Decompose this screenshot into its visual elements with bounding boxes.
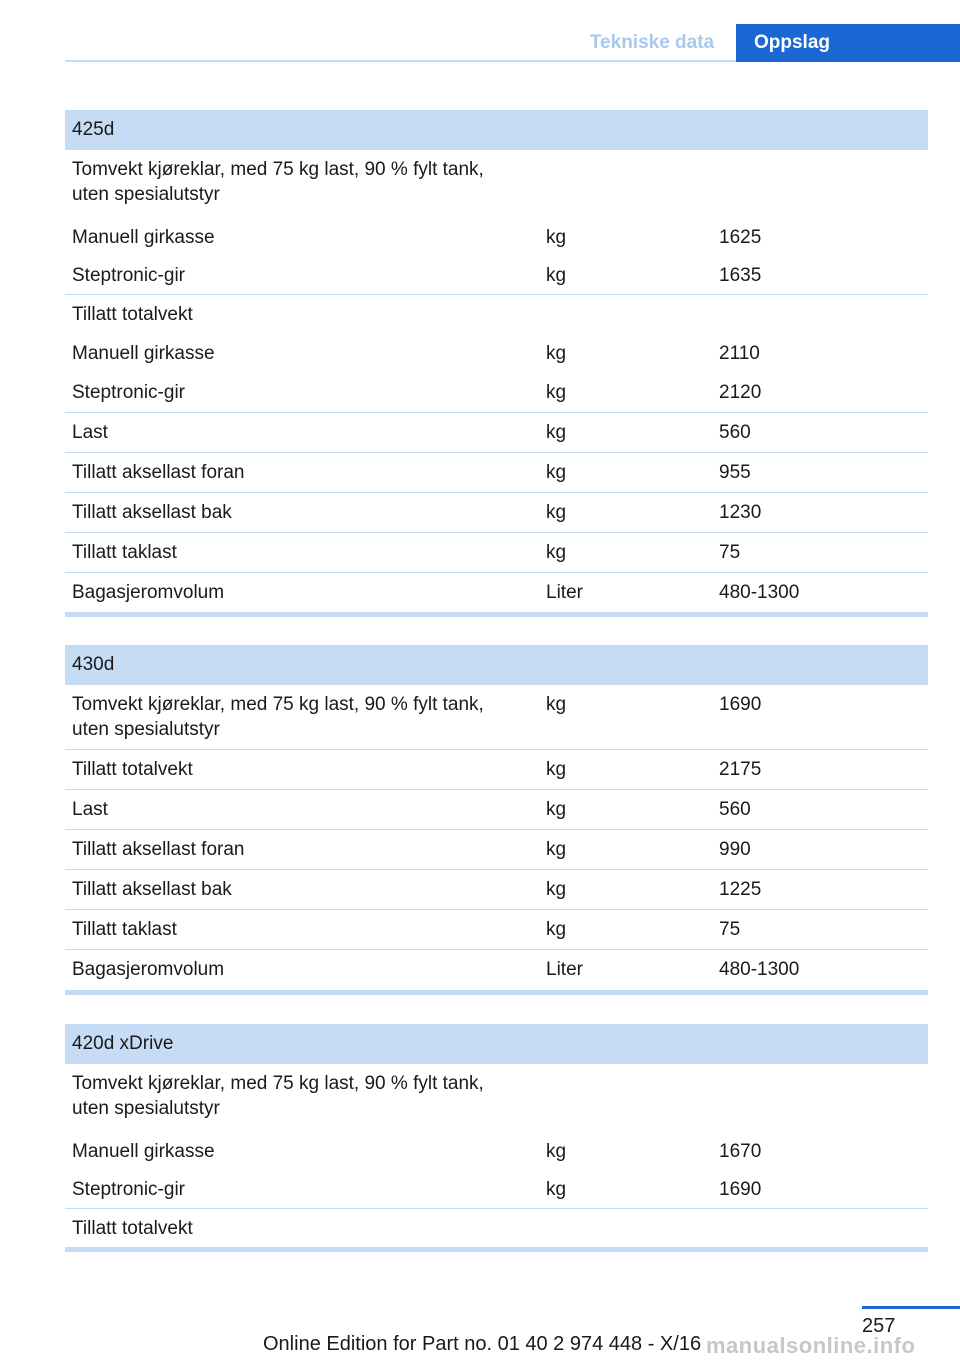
table-row (65, 373, 928, 413)
row-unit: kg (546, 265, 567, 286)
row-value: 75 (719, 919, 741, 940)
row-label: Steptronic-gir (72, 1179, 185, 1200)
table-row (65, 830, 928, 870)
row-label: Steptronic-gir (72, 382, 185, 403)
table-row (65, 1132, 928, 1170)
row-value: 480-1300 (719, 582, 800, 603)
spec-table-425d (65, 110, 928, 617)
tab-oppslag[interactable]: Oppslag (736, 24, 960, 62)
table-row (65, 750, 928, 790)
row-value: 2110 (719, 343, 760, 364)
table-row (65, 295, 928, 334)
row-label: Tillatt aksellast bak (72, 879, 232, 900)
row-label: Tillatt aksellast foran (72, 839, 245, 860)
row-unit: Liter (546, 582, 583, 603)
row-value: 480-1300 (719, 959, 800, 980)
table-bottom-rule (65, 990, 928, 995)
table-bottom-rule (65, 612, 928, 617)
table-row (65, 453, 928, 493)
row-label: Manuell girkasse (72, 1141, 215, 1162)
row-label: Last (72, 422, 108, 443)
row-value: 1670 (719, 1141, 762, 1162)
table-row (65, 790, 928, 830)
table-row (65, 573, 928, 612)
row-unit: kg (546, 879, 567, 900)
table-row (65, 493, 928, 533)
row-unit: kg (546, 759, 567, 780)
row-unit: kg (546, 694, 567, 715)
row-value: 1230 (719, 502, 762, 523)
table-row (65, 1209, 928, 1247)
table-row (65, 334, 928, 373)
row-label: Tillatt totalvekt (72, 304, 193, 325)
table-row (65, 150, 928, 218)
table-title: 425d (65, 110, 928, 150)
row-value: 1690 (719, 1179, 762, 1200)
row-value: 75 (719, 542, 741, 563)
table-row (65, 685, 928, 750)
table-row (65, 218, 928, 256)
page-number: 257 (862, 1315, 896, 1337)
row-label: Tillatt aksellast bak (72, 502, 232, 523)
row-unit: kg (546, 919, 567, 940)
row-label: Tillatt totalvekt (72, 759, 193, 780)
table-row (65, 1064, 928, 1132)
table-row (65, 533, 928, 573)
spec-table-430d (65, 645, 928, 995)
row-unit: kg (546, 462, 567, 483)
row-label: Last (72, 799, 108, 820)
row-value: 560 (719, 799, 751, 820)
row-unit: kg (546, 502, 567, 523)
row-unit: kg (546, 343, 567, 364)
row-label: Tillatt taklast (72, 542, 177, 563)
watermark: manualsonline.info (706, 1333, 916, 1358)
row-unit: kg (546, 227, 567, 248)
row-label: Bagasjeromvolum (72, 959, 225, 980)
table-row (65, 950, 928, 990)
table-title: 430d (65, 645, 928, 685)
table-row (65, 256, 928, 295)
row-unit: kg (546, 799, 567, 820)
row-value: 560 (719, 422, 751, 443)
row-value: 955 (719, 462, 751, 483)
row-label: Steptronic-gir (72, 265, 185, 286)
row-value: 990 (719, 839, 751, 860)
tab-tekniske-data[interactable]: Tekniske data (589, 32, 715, 53)
row-label: Tillatt aksellast foran (72, 462, 245, 483)
row-label: Tomvekt kjøreklar, med 75 kg last, 90 % fylt tank, uten spesialutstyr (72, 694, 484, 740)
row-label: Tomvekt kjøreklar, med 75 kg last, 90 % fylt tank, uten spesialutstyr (72, 159, 484, 205)
row-unit: Liter (546, 959, 583, 980)
row-value: 2175 (719, 759, 762, 780)
row-unit: kg (546, 422, 567, 443)
row-unit: kg (546, 542, 567, 563)
row-value: 1225 (719, 879, 762, 900)
row-unit: kg (546, 1179, 567, 1200)
row-value: 1625 (719, 227, 762, 248)
table-row (65, 1170, 928, 1209)
row-unit: kg (546, 382, 567, 403)
footer-rule (862, 1306, 960, 1309)
table-row (65, 870, 928, 910)
edition-text: Online Edition for Part no. 01 40 2 974 448 - X/16 (263, 1333, 702, 1355)
row-label: Tomvekt kjøreklar, med 75 kg last, 90 % fylt tank, uten spesialutstyr (72, 1073, 484, 1119)
row-value: 1635 (719, 265, 762, 286)
row-label: Tillatt taklast (72, 919, 177, 940)
row-label: Tillatt totalvekt (72, 1218, 193, 1239)
table-title: 420d xDrive (65, 1024, 928, 1064)
row-unit: kg (546, 839, 567, 860)
row-label: Bagasjeromvolum (72, 582, 225, 603)
row-unit: kg (546, 1141, 567, 1162)
row-value: 1690 (719, 694, 762, 715)
table-bottom-rule (65, 1247, 928, 1252)
spec-table-420d-xdrive (65, 1024, 928, 1252)
row-label: Manuell girkasse (72, 343, 215, 364)
table-row (65, 413, 928, 453)
row-value: 2120 (719, 382, 762, 403)
row-label: Manuell girkasse (72, 227, 215, 248)
table-row (65, 910, 928, 950)
